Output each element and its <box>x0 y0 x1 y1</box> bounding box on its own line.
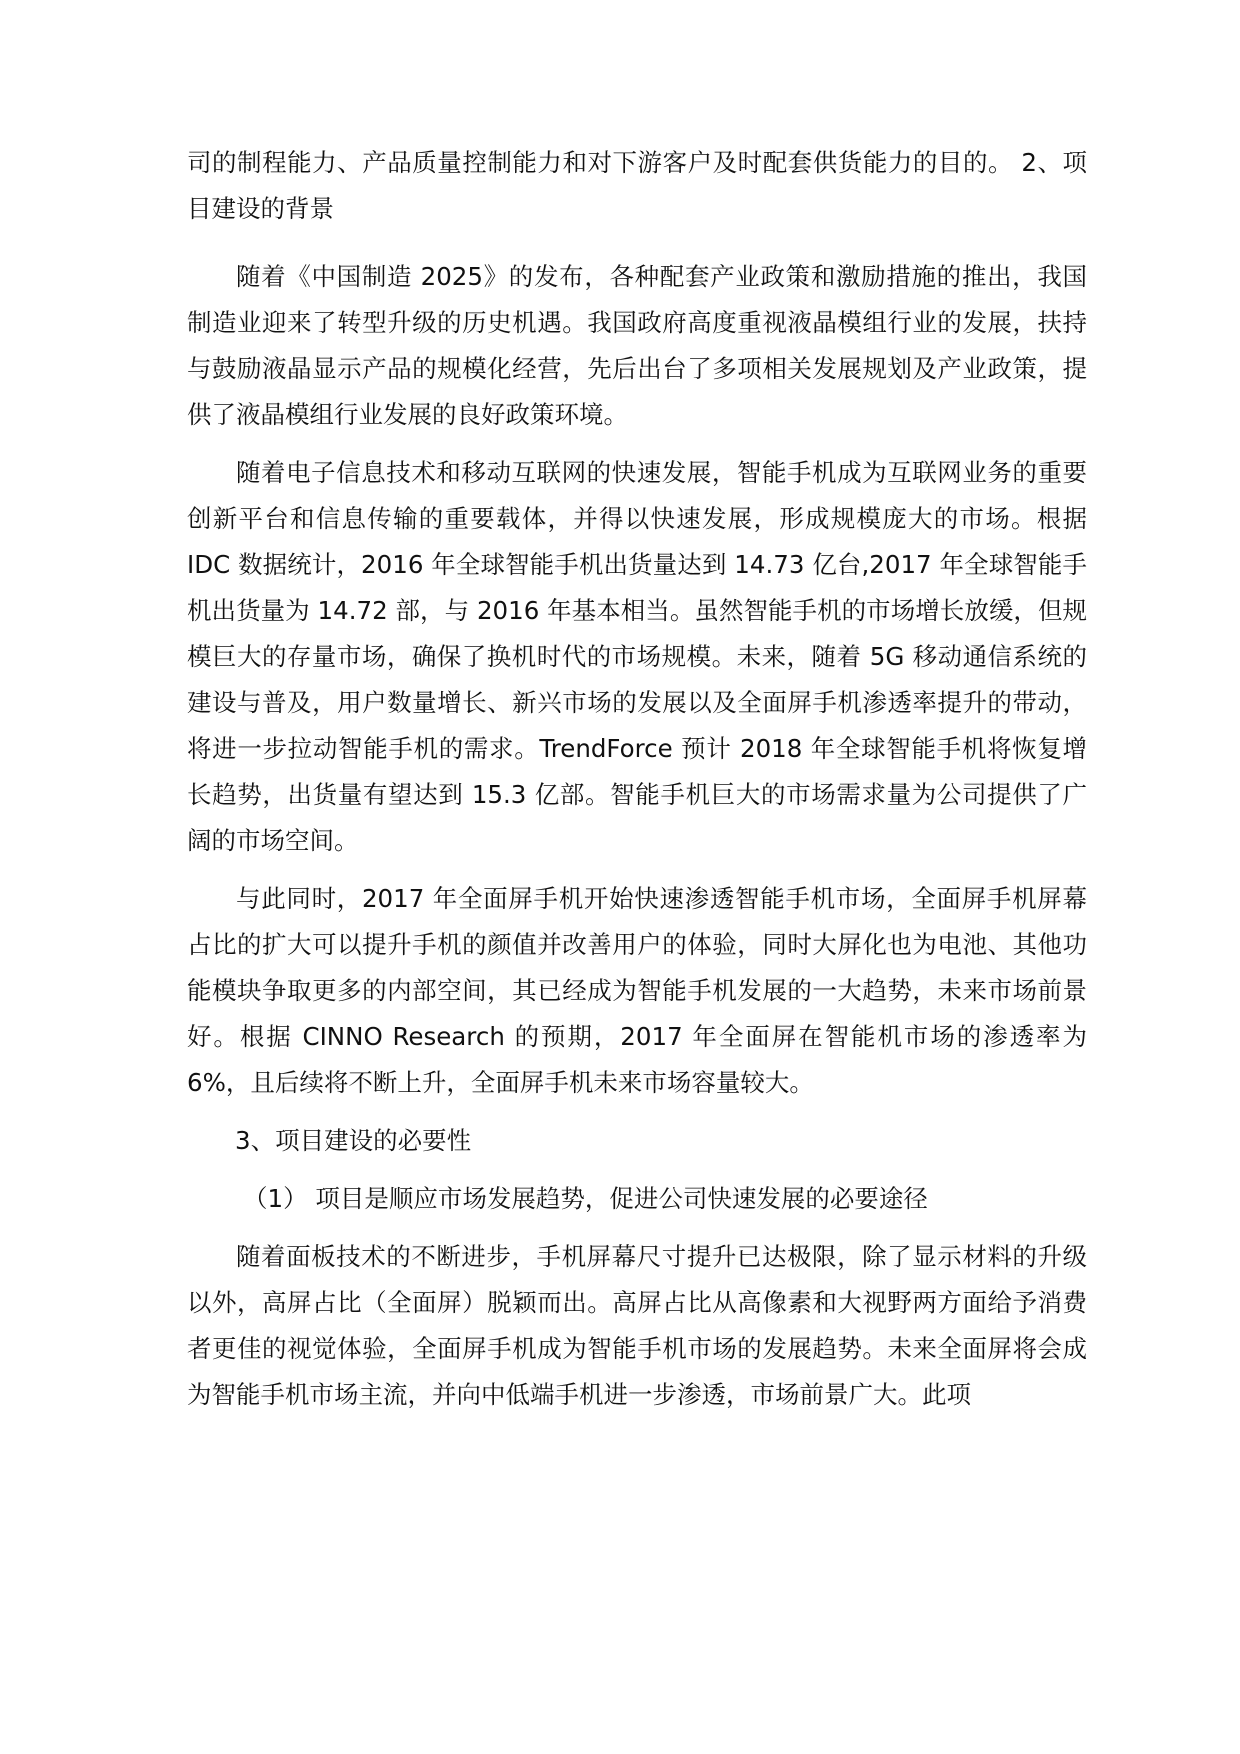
paragraph-smartphone-market: 随着电子信息技术和移动互联网的快速发展，智能手机成为互联网业务的重要创新平台和信息传输的重要载体，并得以快速发展，形成规模庞大的市场。根据 IDC 数据统计，2016 年全球智能手机出货量达到 14.73 亿台,2017 年全球智能手机出货量为 14.72 部，与 2016 年基本相当。虽然智能手机的市场增长放缓，但规模巨大的存量市场，确保了换机时代的市场规模。未来，随着 5G 移动通信系统的建设与普及，用户数量增长、新兴市场的发展以及全面屏手机渗透率提升的带动，将进一步拉动智能手机的需求。TrendForce 预计 2018 年全球智能手机将恢复增长趋势，出货量有望达到 15.3 亿部。智能手机巨大的市场需求量为公司提供了广阔的市场空间。 <box>187 458 1087 855</box>
document-page <box>187 140 1087 1418</box>
paragraph-full-screen-trend: 与此同时，2017 年全面屏手机开始快速渗透智能手机市场，全面屏手机屏幕占比的扩大可以提升手机的颜值并改善用户的体验，同时大屏化也为电池、其他功能模块争取更多的内部空间，其已经成为智能手机发展的一大趋势，未来市场前景好。根据 CINNO Research 的预期，2017 年全面屏在智能机市场的渗透率为 6%，且后续将不断上升，全面屏手机未来市场容量较大。 <box>187 884 1087 1097</box>
paragraph-policy-background: 随着《中国制造 2025》的发布，各种配套产业政策和激励措施的推出，我国制造业迎来了转型升级的历史机遇。我国政府高度重视液晶模组行业的发展，扶持与鼓励液晶显示产品的规模化经营，先后出台了多项相关发展规划及产业政策，提供了液晶模组行业发展的良好政策环境。 <box>187 262 1087 429</box>
subsection-heading-1: （1） 项目是顺应市场发展趋势，促进公司快速发展的必要途径 <box>243 1184 928 1213</box>
continued-paragraph: 司的制程能力、产品质量控制能力和对下游客户及时配套供货能力的目的。 2、项目建设的背景 <box>187 148 1087 223</box>
paragraph-panel-technology: 随着面板技术的不断进步，手机屏幕尺寸提升已达极限，除了显示材料的升级以外，高屏占比（全面屏）脱颖而出。高屏占比从高像素和大视野两方面给予消费者更佳的视觉体验，全面屏手机成为智能手机市场的发展趋势。未来全面屏将会成为智能手机市场主流，并向中低端手机进一步渗透，市场前景广大。此项 <box>187 1242 1087 1409</box>
section-heading-necessity: 3、项目建设的必要性 <box>235 1126 472 1155</box>
